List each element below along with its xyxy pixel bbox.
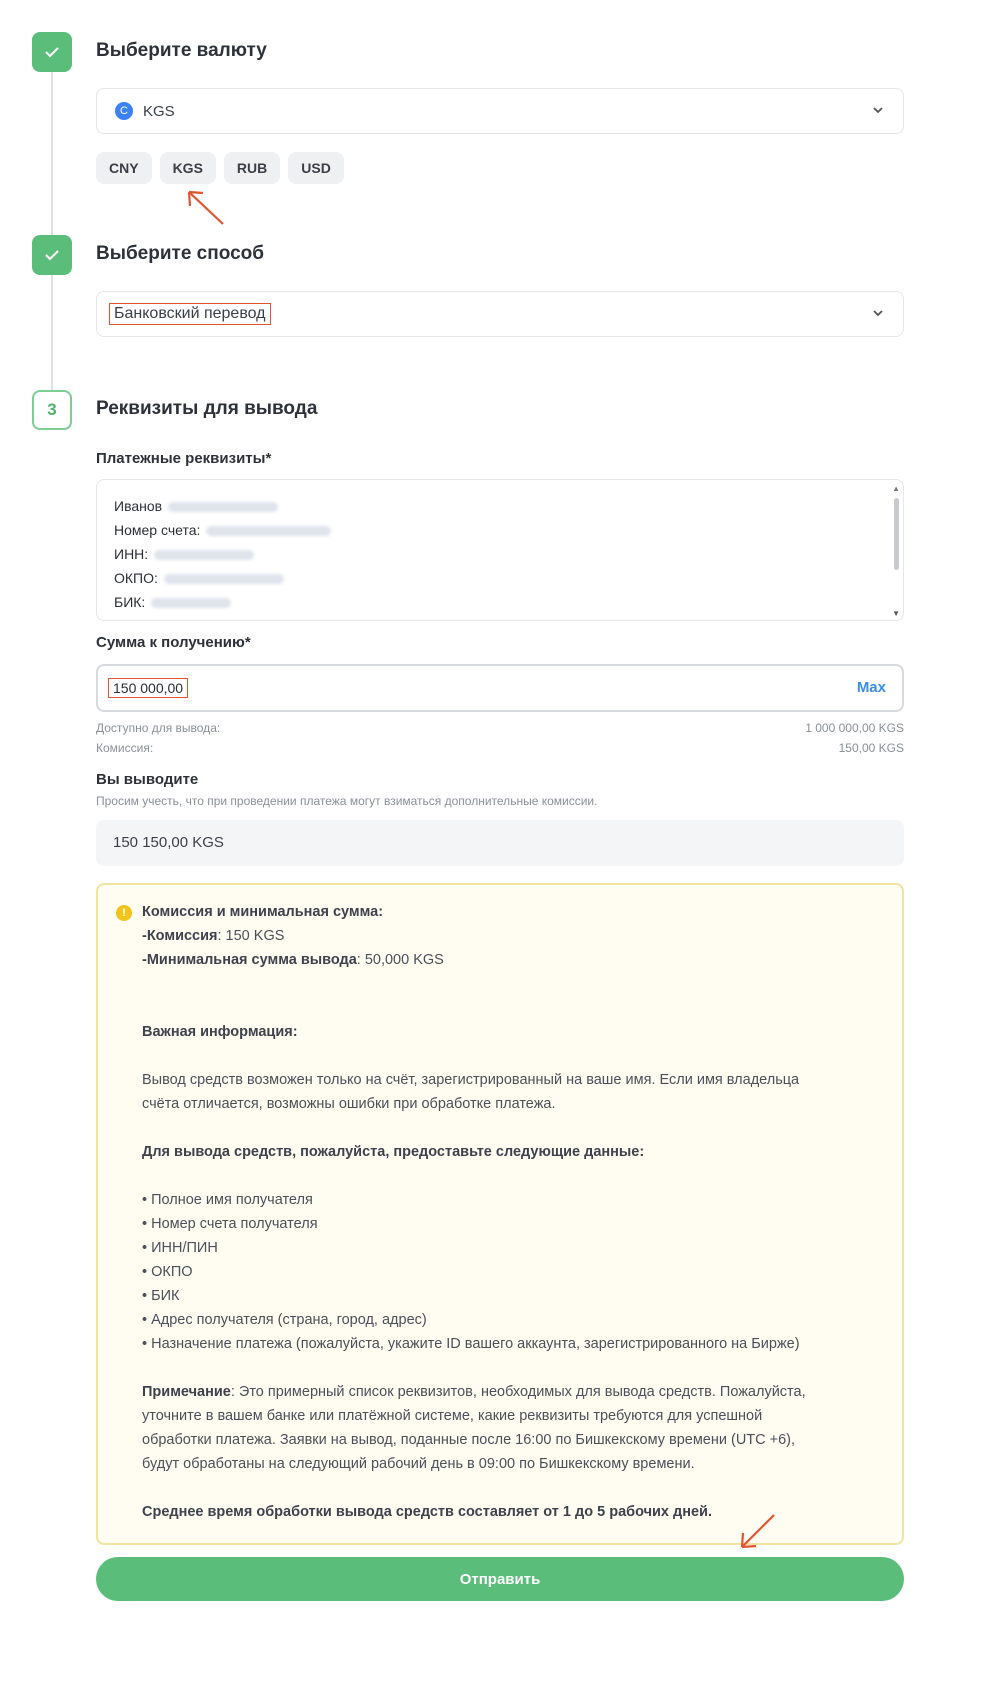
- step-2-title: Выберите способ: [96, 243, 264, 264]
- chip-rub[interactable]: RUB: [224, 152, 280, 184]
- withdraw-hint: Просим учесть, что при проведении платежа могут взиматься дополнительные комиссии.: [96, 794, 598, 808]
- notice-commission-key: -Комиссия: [142, 928, 218, 944]
- available-label: Доступно для вывода:: [96, 721, 221, 735]
- method-select[interactable]: [96, 291, 904, 337]
- redacted-value: [151, 598, 231, 608]
- currency-select-value: KGS: [143, 102, 175, 120]
- notice-note-key: Примечание: [142, 1384, 231, 1400]
- payment-line-name: Иванов: [114, 498, 163, 514]
- annotation-arrow-icon: [736, 1511, 780, 1553]
- notice-provide: Для вывода средств, пожалуйста, предоставьте следующие данные:: [142, 1144, 645, 1160]
- notice-note-line2: уточните в вашем банке или платёжной системе, какие реквизиты требуются для успешной: [142, 1408, 763, 1424]
- notice-p1-line2: счёта отличается, возможны ошибки при обработке платежа.: [142, 1096, 556, 1112]
- step-1-title: Выберите валюту: [96, 40, 267, 61]
- amount-label: Сумма к получению*: [96, 634, 251, 651]
- annotation-arrow-icon: [183, 186, 227, 228]
- notice-commission-val: : 150 KGS: [217, 928, 285, 944]
- currency-chips: [96, 152, 344, 184]
- redacted-value: [168, 502, 278, 512]
- notice-bullet: • ИНН/ПИН: [142, 1240, 218, 1256]
- chip-cny[interactable]: CNY: [96, 152, 152, 184]
- payment-details-label: Платежные реквизиты*: [96, 450, 272, 467]
- notice-bullet: • Номер счета получателя: [142, 1216, 318, 1232]
- notice-min-val: : 50,000 KGS: [356, 952, 444, 968]
- step-2-check-icon: [32, 235, 72, 275]
- steps-rail: [51, 70, 53, 390]
- notice-important: Важная информация:: [142, 1024, 298, 1040]
- notice-note-line1: : Это примерный список реквизитов, необходимых для вывода средств. Пожалуйста,: [230, 1384, 806, 1400]
- chip-usd[interactable]: USD: [288, 152, 344, 184]
- chevron-down-icon: [871, 103, 885, 117]
- notice-bullet: • ОКПО: [142, 1264, 193, 1280]
- notice-note-line4: будут обработаны на следующий рабочий день в 09:00 по Бишкекскому времени.: [142, 1456, 695, 1472]
- scroll-up-icon[interactable]: ▲: [892, 484, 900, 493]
- submit-button[interactable]: Отправить: [96, 1557, 904, 1601]
- available-value: 1 000 000,00 KGS: [805, 721, 904, 735]
- withdraw-label: Вы выводите: [96, 771, 199, 788]
- payment-line-inn: ИНН:: [114, 546, 149, 562]
- payment-line-okpo: ОКПО:: [114, 570, 158, 586]
- step-3-badge: 3: [32, 390, 72, 430]
- chip-kgs[interactable]: KGS: [160, 152, 216, 184]
- payment-details-textarea[interactable]: [96, 479, 904, 621]
- amount-value: 150 000,00: [108, 678, 188, 698]
- step-1-check-icon: [32, 32, 72, 72]
- info-notice: [96, 883, 904, 1545]
- step-3-title: Реквизиты для вывода: [96, 398, 318, 419]
- payment-line-account: Номер счета:: [114, 522, 201, 538]
- som-coin-icon: С: [115, 102, 133, 120]
- method-select-value: Банковский перевод: [109, 303, 271, 325]
- notice-bullet: • Адрес получателя (страна, город, адрес): [142, 1312, 427, 1328]
- amount-input[interactable]: [96, 664, 904, 712]
- currency-select[interactable]: [96, 88, 904, 134]
- commission-value: 150,00 KGS: [838, 741, 904, 755]
- max-button[interactable]: Max: [856, 679, 886, 696]
- chevron-down-icon: [871, 306, 885, 320]
- notice-note-line3: обработки платежа. Заявки на вывод, поданные после 16:00 по Бишкекскому времени (UTC +6),: [142, 1432, 796, 1448]
- notice-bullet: • Назначение платежа (пожалуйста, укажите ID вашего аккаунта, зарегистрированного на Бирже): [142, 1336, 800, 1352]
- notice-p1-line1: Вывод средств возможен только на счёт, зарегистрированный на ваше имя. Если имя владельца: [142, 1072, 800, 1088]
- redacted-value: [164, 574, 284, 584]
- payment-line-bik: БИК:: [114, 594, 146, 610]
- notice-min-key: -Минимальная сумма вывода: [142, 952, 357, 968]
- redacted-value: [154, 550, 254, 560]
- scroll-down-icon[interactable]: ▼: [892, 609, 900, 618]
- notice-bullet: • Полное имя получателя: [142, 1192, 313, 1208]
- textarea-scrollbar[interactable]: [894, 498, 899, 570]
- withdraw-total-field: 150 150,00 KGS: [96, 820, 904, 866]
- notice-bullet: • БИК: [142, 1288, 180, 1304]
- notice-heading: Комиссия и минимальная сумма:: [142, 904, 384, 920]
- notice-avg-time: Среднее время обработки вывода средств составляет от 1 до 5 рабочих дней.: [142, 1504, 712, 1520]
- redacted-value: [206, 526, 331, 536]
- commission-label: Комиссия:: [96, 741, 154, 755]
- warning-icon: !: [116, 905, 132, 921]
